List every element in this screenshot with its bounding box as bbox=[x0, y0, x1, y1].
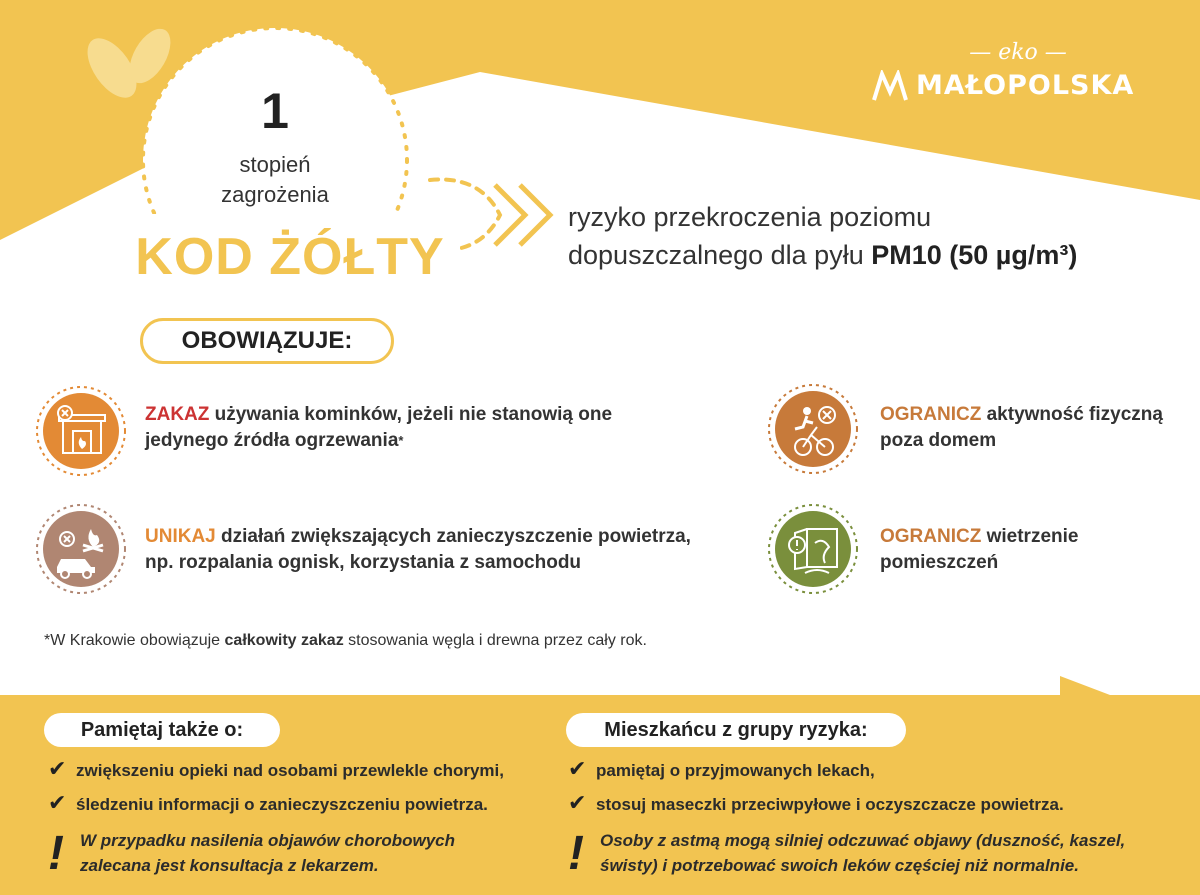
check-icon: ✔ bbox=[48, 756, 67, 781]
check-icon: ✔ bbox=[48, 790, 67, 815]
footnote-suffix: stosowania węgla i drewna przez cały rok. bbox=[343, 632, 647, 649]
right-warning-line1: Osoby z astmą mogą silniej odczuwać objawy (duszność, kaszel, bbox=[600, 831, 1126, 850]
left-bullet-2-text: śledzeniu informacji o zanieczyszczeniu powietrza. bbox=[76, 795, 488, 814]
right-bullet-1-text: pamiętaj o przyjmowanych lekach, bbox=[596, 761, 875, 780]
threat-level-line1: stopień bbox=[239, 152, 311, 177]
threat-level-line2: zagrożenia bbox=[221, 182, 329, 207]
check-icon: ✔ bbox=[568, 756, 587, 781]
item-pollution-text bbox=[145, 524, 691, 576]
exclamation-icon: ! bbox=[48, 827, 64, 880]
item-ventilation-rest1: wietrzenie bbox=[981, 526, 1079, 547]
item-fireplace-rest1: używania kominków, jeżeli nie stanowią one bbox=[209, 404, 613, 425]
item-activity-rest1: aktywność fizyczną bbox=[981, 404, 1163, 425]
car-fire-icon bbox=[35, 503, 127, 595]
left-bullet-1 bbox=[48, 757, 504, 783]
item-fireplace-keyword: ZAKAZ bbox=[145, 404, 210, 425]
check-icon: ✔ bbox=[568, 790, 587, 815]
item-activity-rest2: poza domem bbox=[880, 430, 997, 451]
item-fireplace-text bbox=[145, 402, 612, 454]
right-bullet-2 bbox=[568, 791, 1064, 817]
left-warning-line1: W przypadku nasilenia objawów chorobowych bbox=[80, 831, 455, 850]
risk-line2-prefix: dopuszczalnego dla pyłu bbox=[568, 240, 872, 270]
code-badge bbox=[120, 214, 460, 300]
item-fireplace-mark: * bbox=[398, 433, 404, 448]
malopolska-mark-icon bbox=[872, 70, 908, 102]
item-activity-text bbox=[880, 402, 1163, 454]
threat-level-number: 1 bbox=[261, 83, 289, 139]
left-bullet-1-text: zwiększeniu opieki nad osobami przewlekle chorymi, bbox=[76, 761, 504, 780]
item-pollution-rest2: np. rozpalania ognisk, korzystania z samochodu bbox=[145, 552, 582, 573]
right-bullet-2-text: stosuj maseczki przeciwpyłowe i oczyszczacze powietrza. bbox=[596, 795, 1064, 814]
cyclist-runner-icon bbox=[767, 383, 859, 475]
item-activity-keyword: OGRANICZ bbox=[880, 404, 982, 425]
right-warning-line2: świsty) i potrzebować swoich leków częściej niż normalnie. bbox=[600, 856, 1079, 875]
footnote-prefix: *W Krakowie obowiązuje bbox=[44, 632, 225, 649]
right-bullet-1 bbox=[568, 757, 875, 783]
item-pollution-keyword: UNIKAJ bbox=[145, 526, 216, 547]
footnote bbox=[44, 632, 647, 650]
logo-eko-text: — eko — bbox=[969, 40, 1067, 65]
risk-description bbox=[568, 198, 1198, 274]
item-ventilation-rest2: pomieszczeń bbox=[880, 552, 999, 573]
left-box-title: Pamiętaj także o: bbox=[44, 713, 280, 747]
right-warning bbox=[600, 828, 1125, 878]
risk-line2 bbox=[568, 236, 1198, 274]
right-box-title: Mieszkańcu z grupy ryzyka: bbox=[566, 713, 906, 747]
item-pollution-rest1: działań zwiększających zanieczyszczenie powietrza, bbox=[215, 526, 691, 547]
item-fireplace-rest2: jedynego źródła ogrzewania bbox=[145, 430, 399, 451]
obowiazuje-heading: OBOWIĄZUJE: bbox=[140, 318, 394, 364]
code-text: KOD ŻÓŁTY bbox=[135, 228, 445, 286]
footnote-bold: całkowity zakaz bbox=[224, 632, 344, 649]
left-warning-line2: zalecana jest konsultacja z lekarzem. bbox=[80, 856, 379, 875]
item-ventilation-text bbox=[880, 524, 1078, 576]
logo-name: MAŁOPOLSKA bbox=[916, 70, 1135, 101]
exclamation-icon: ! bbox=[568, 827, 584, 880]
window-icon bbox=[767, 503, 859, 595]
risk-line1: ryzyko przekroczenia poziomu bbox=[568, 202, 932, 232]
item-ventilation-keyword: OGRANICZ bbox=[880, 526, 982, 547]
fireplace-icon bbox=[35, 385, 127, 477]
eko-malopolska-logo bbox=[868, 40, 1168, 110]
left-bullet-2 bbox=[48, 791, 488, 817]
left-warning bbox=[80, 828, 455, 878]
risk-pm10: PM10 (50 µg/m³) bbox=[871, 240, 1078, 270]
threat-level-label bbox=[170, 150, 380, 210]
